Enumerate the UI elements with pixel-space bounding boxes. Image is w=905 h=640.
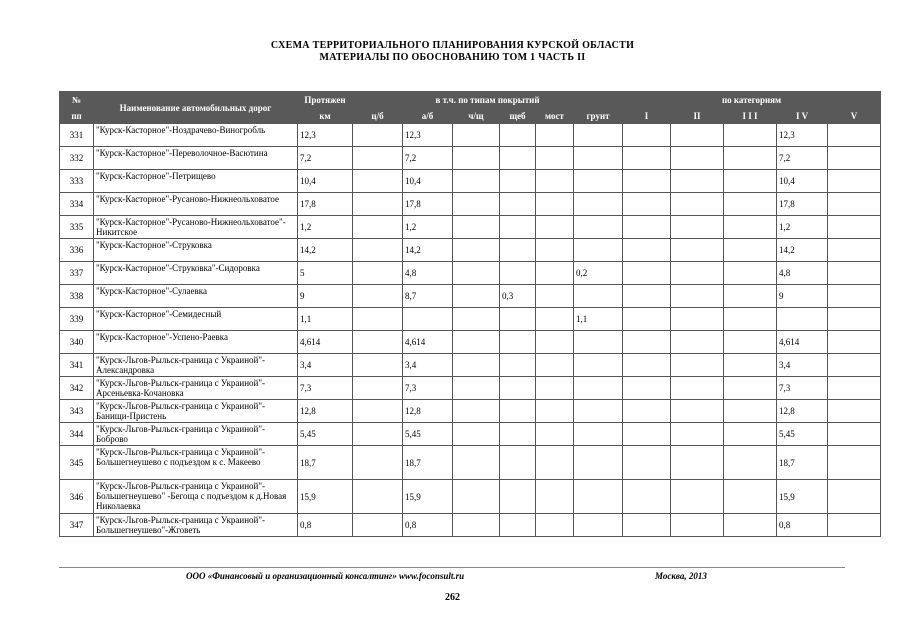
cell-c5: [828, 147, 881, 170]
cell-c4: 5,45: [777, 423, 828, 446]
cell-cb: [353, 400, 403, 423]
cell-km: 4,614: [298, 331, 353, 354]
cell-sheb: [500, 400, 536, 423]
table-row: [60, 446, 881, 480]
cell-c5: [828, 354, 881, 377]
cell-grunt: [574, 446, 623, 480]
cell-chsh: [453, 446, 500, 480]
cell-c5: [828, 239, 881, 262]
road-name-cell: "Курск-Льгов-Рыльск-граница с Украиной"-Арсеньевка-Кочановка: [94, 377, 298, 400]
road-name-cell: "Курск-Касторное"-Петрищево: [94, 170, 298, 193]
cell-c3: [724, 514, 777, 537]
cell-c2: [671, 193, 724, 216]
cell-c5: [828, 377, 881, 400]
cell-c3: [724, 423, 777, 446]
cell-chsh: [453, 170, 500, 193]
cell-most: [536, 514, 574, 537]
cell-ab: 12,3: [403, 124, 453, 147]
road-name-cell: "Курск-Касторное"-Струковка: [94, 239, 298, 262]
cell-ab: 4,8: [403, 262, 453, 285]
cell-sheb: [500, 239, 536, 262]
cell-c4: [777, 308, 828, 331]
cell-c3: [724, 193, 777, 216]
cell-c4: 1,2: [777, 216, 828, 239]
cell-cb: [353, 124, 403, 147]
cell-c2: [671, 262, 724, 285]
cell-grunt: [574, 480, 623, 514]
cell-most: [536, 262, 574, 285]
cell-c1: [623, 170, 671, 193]
cell-most: [536, 331, 574, 354]
cell-grunt: [574, 239, 623, 262]
page-number: 262: [445, 592, 460, 603]
cell-ab: 3,4: [403, 354, 453, 377]
cell-c5: [828, 331, 881, 354]
cell-most: [536, 400, 574, 423]
cell-cb: [353, 377, 403, 400]
road-name-cell: "Курск-Льгов-Рыльск-граница с Украиной"-Боброво: [94, 423, 298, 446]
cell-sheb: [500, 354, 536, 377]
cell-grunt: [574, 354, 623, 377]
cell-ab: 5,45: [403, 423, 453, 446]
road-name-cell: "Курск-Льгов-Рыльск-граница с Украиной"-Банищи-Пристень: [94, 400, 298, 423]
header-surface-most: мост: [536, 108, 574, 124]
row-number-cell: 333: [60, 170, 94, 193]
cell-c4: 12,8: [777, 400, 828, 423]
cell-c5: [828, 285, 881, 308]
cell-most: [536, 285, 574, 308]
cell-c5: [828, 216, 881, 239]
cell-cb: [353, 423, 403, 446]
cell-c2: [671, 354, 724, 377]
cell-c3: [724, 239, 777, 262]
cell-c4: 7,2: [777, 147, 828, 170]
cell-sheb: [500, 193, 536, 216]
cell-c3: [724, 354, 777, 377]
table-row: [60, 514, 881, 537]
table-body: [60, 124, 881, 537]
header-no: №: [60, 92, 94, 108]
cell-km: 9: [298, 285, 353, 308]
cell-c2: [671, 514, 724, 537]
table-row: [60, 147, 881, 170]
cell-cb: [353, 308, 403, 331]
cell-c2: [671, 480, 724, 514]
cell-c5: [828, 308, 881, 331]
road-name-cell: "Курск-Касторное"-Семидесный: [94, 308, 298, 331]
document-subtitle: МАТЕРИАЛЫ ПО ОБОСНОВАНИЮ ТОМ 1 ЧАСТЬ II: [319, 52, 586, 63]
header-cat-1: I: [623, 108, 671, 124]
cell-c5: [828, 423, 881, 446]
header-cat-2: II: [671, 108, 724, 124]
table-row: [60, 331, 881, 354]
cell-km: 14,2: [298, 239, 353, 262]
cell-ab: 14,2: [403, 239, 453, 262]
cell-grunt: [574, 377, 623, 400]
table-row: [60, 377, 881, 400]
road-name-cell: "Курск-Касторное"-Сулаевка: [94, 285, 298, 308]
cell-c1: [623, 285, 671, 308]
cell-c4: 18,7: [777, 446, 828, 480]
header-surface-cb: ц/б: [353, 108, 403, 124]
cell-c3: [724, 480, 777, 514]
cell-c3: [724, 147, 777, 170]
cell-km: 12,3: [298, 124, 353, 147]
header-categories-group: по категориям: [623, 92, 881, 108]
table-row: [60, 308, 881, 331]
cell-km: 5,45: [298, 423, 353, 446]
cell-cb: [353, 446, 403, 480]
cell-c3: [724, 216, 777, 239]
cell-ab: 1,2: [403, 216, 453, 239]
cell-chsh: [453, 124, 500, 147]
cell-ab: 4,614: [403, 331, 453, 354]
cell-sheb: [500, 377, 536, 400]
row-number-cell: 334: [60, 193, 94, 216]
cell-most: [536, 170, 574, 193]
cell-cb: [353, 193, 403, 216]
cell-c4: 17,8: [777, 193, 828, 216]
cell-grunt: [574, 124, 623, 147]
cell-chsh: [453, 193, 500, 216]
road-name-cell: "Курск-Касторное"-Ноздрачево-Виногробль: [94, 124, 298, 147]
cell-c1: [623, 308, 671, 331]
cell-c2: [671, 308, 724, 331]
cell-c1: [623, 480, 671, 514]
cell-grunt: [574, 216, 623, 239]
cell-cb: [353, 170, 403, 193]
row-number-cell: 347: [60, 514, 94, 537]
row-number-cell: 339: [60, 308, 94, 331]
header-surface-chsh: ч/щ: [453, 108, 500, 124]
cell-c4: 10,4: [777, 170, 828, 193]
header-cat-5: V: [828, 108, 881, 124]
cell-c1: [623, 423, 671, 446]
cell-grunt: [574, 514, 623, 537]
cell-chsh: [453, 423, 500, 446]
footer-city-year: Москва, 2013: [655, 571, 707, 581]
cell-most: [536, 354, 574, 377]
cell-c2: [671, 124, 724, 147]
cell-ab: 17,8: [403, 193, 453, 216]
table-row: [60, 423, 881, 446]
cell-km: 15,9: [298, 480, 353, 514]
cell-c5: [828, 400, 881, 423]
cell-c2: [671, 377, 724, 400]
row-number-cell: 340: [60, 331, 94, 354]
table-row: [60, 354, 881, 377]
cell-c2: [671, 331, 724, 354]
cell-chsh: [453, 377, 500, 400]
header-length: Протяжен: [298, 92, 353, 108]
cell-km: 1,2: [298, 216, 353, 239]
cell-c4: 14,2: [777, 239, 828, 262]
cell-grunt: [574, 147, 623, 170]
header-surface-ab: а/б: [403, 108, 453, 124]
cell-c3: [724, 446, 777, 480]
cell-km: 5: [298, 262, 353, 285]
cell-cb: [353, 331, 403, 354]
cell-c2: [671, 400, 724, 423]
row-number-cell: 338: [60, 285, 94, 308]
row-number-cell: 331: [60, 124, 94, 147]
cell-km: 17,8: [298, 193, 353, 216]
cell-grunt: [574, 331, 623, 354]
footer-company: ООО «Финансовый и организационный консалтинг» www.foconsult.ru: [186, 571, 465, 581]
cell-sheb: [500, 514, 536, 537]
cell-km: 7,2: [298, 147, 353, 170]
cell-sheb: [500, 308, 536, 331]
cell-chsh: [453, 285, 500, 308]
cell-c2: [671, 239, 724, 262]
row-number-cell: 337: [60, 262, 94, 285]
cell-c5: [828, 170, 881, 193]
header-surface-group: в т.ч. по типам покрытий: [353, 92, 623, 108]
footer-divider: [59, 567, 845, 568]
road-name-cell: "Курск-Касторное"-Переволочное-Васютина: [94, 147, 298, 170]
cell-cb: [353, 514, 403, 537]
cell-c4: 4,614: [777, 331, 828, 354]
cell-chsh: [453, 239, 500, 262]
cell-chsh: [453, 354, 500, 377]
cell-c2: [671, 285, 724, 308]
cell-c2: [671, 147, 724, 170]
table-row: [60, 170, 881, 193]
cell-c4: 0,8: [777, 514, 828, 537]
cell-cb: [353, 262, 403, 285]
cell-km: 0,8: [298, 514, 353, 537]
cell-c5: [828, 480, 881, 514]
table-row: [60, 124, 881, 147]
table-row: [60, 262, 881, 285]
cell-km: 3,4: [298, 354, 353, 377]
cell-c3: [724, 308, 777, 331]
cell-ab: 0,8: [403, 514, 453, 537]
cell-c2: [671, 423, 724, 446]
road-name-cell: "Курск-Льгов-Рыльск-граница с Украиной"-Большегнеушево" -Бегоща с подъездом к д.Новая Николаевка: [94, 480, 298, 514]
cell-cb: [353, 239, 403, 262]
road-name-cell: "Курск-Льгов-Рыльск-граница с Украиной"-Большегнеушево"-Жговеть: [94, 514, 298, 537]
road-name-cell: "Курск-Касторное"-Русаново-Нижнеольховатое"-Никитское: [94, 216, 298, 239]
cell-most: [536, 480, 574, 514]
cell-c3: [724, 285, 777, 308]
roads-table: [59, 91, 881, 537]
row-number-cell: 346: [60, 480, 94, 514]
cell-ab: [403, 308, 453, 331]
cell-c3: [724, 124, 777, 147]
header-surface-grunt: грунт: [574, 108, 623, 124]
table-row: [60, 285, 881, 308]
cell-sheb: [500, 423, 536, 446]
table-row: [60, 480, 881, 514]
cell-c1: [623, 446, 671, 480]
cell-km: 1,1: [298, 308, 353, 331]
cell-cb: [353, 480, 403, 514]
cell-sheb: [500, 147, 536, 170]
cell-km: 7,3: [298, 377, 353, 400]
cell-c5: [828, 124, 881, 147]
road-name-cell: "Курск-Льгов-Рыльск-граница с Украиной"-Большегнеушево с подъездом к с. Макеево: [94, 446, 298, 480]
header-no-sub: пп: [60, 108, 94, 124]
cell-c4: 12,3: [777, 124, 828, 147]
cell-c1: [623, 216, 671, 239]
cell-c3: [724, 331, 777, 354]
cell-c5: [828, 193, 881, 216]
cell-ab: 8,7: [403, 285, 453, 308]
cell-c1: [623, 400, 671, 423]
cell-most: [536, 446, 574, 480]
cell-ab: 15,9: [403, 480, 453, 514]
cell-km: 18,7: [298, 446, 353, 480]
table-row: [60, 216, 881, 239]
cell-chsh: [453, 308, 500, 331]
cell-sheb: [500, 331, 536, 354]
cell-grunt: [574, 193, 623, 216]
cell-c1: [623, 354, 671, 377]
cell-grunt: [574, 400, 623, 423]
table-row: [60, 193, 881, 216]
header-road-name: Наименование автомобильных дорог: [94, 92, 298, 124]
cell-c2: [671, 216, 724, 239]
row-number-cell: 336: [60, 239, 94, 262]
row-number-cell: 343: [60, 400, 94, 423]
cell-c5: [828, 262, 881, 285]
cell-c3: [724, 170, 777, 193]
cell-c2: [671, 446, 724, 480]
row-number-cell: 345: [60, 446, 94, 480]
cell-c3: [724, 377, 777, 400]
header-surface-sheb: щеб: [500, 108, 536, 124]
cell-sheb: [500, 124, 536, 147]
cell-grunt: [574, 285, 623, 308]
cell-c1: [623, 124, 671, 147]
cell-cb: [353, 285, 403, 308]
row-number-cell: 344: [60, 423, 94, 446]
cell-chsh: [453, 331, 500, 354]
cell-c2: [671, 170, 724, 193]
cell-c4: 7,3: [777, 377, 828, 400]
row-number-cell: 341: [60, 354, 94, 377]
cell-sheb: [500, 480, 536, 514]
cell-c1: [623, 239, 671, 262]
road-name-cell: "Курск-Касторное"-Русаново-Нижнеольховатое: [94, 193, 298, 216]
road-name-cell: "Курск-Касторное"-Успено-Раевка: [94, 331, 298, 354]
cell-c4: 15,9: [777, 480, 828, 514]
cell-ab: 12,8: [403, 400, 453, 423]
cell-grunt: 1,1: [574, 308, 623, 331]
cell-sheb: [500, 216, 536, 239]
cell-c1: [623, 262, 671, 285]
document-title: СХЕМА ТЕРРИТОРИАЛЬНОГО ПЛАНИРОВАНИЯ КУРСКОЙ ОБЛАСТИ: [270, 40, 635, 51]
cell-chsh: [453, 262, 500, 285]
cell-most: [536, 216, 574, 239]
cell-most: [536, 124, 574, 147]
road-name-cell: "Курск-Касторное"-Струковка"-Сидоровка: [94, 262, 298, 285]
cell-chsh: [453, 514, 500, 537]
row-number-cell: 342: [60, 377, 94, 400]
cell-ab: 7,3: [403, 377, 453, 400]
cell-chsh: [453, 480, 500, 514]
cell-cb: [353, 354, 403, 377]
cell-most: [536, 423, 574, 446]
cell-grunt: [574, 170, 623, 193]
cell-most: [536, 377, 574, 400]
cell-chsh: [453, 216, 500, 239]
cell-ab: 18,7: [403, 446, 453, 480]
cell-c1: [623, 331, 671, 354]
cell-cb: [353, 216, 403, 239]
cell-most: [536, 308, 574, 331]
cell-sheb: 0,3: [500, 285, 536, 308]
row-number-cell: 335: [60, 216, 94, 239]
cell-c5: [828, 514, 881, 537]
cell-c1: [623, 147, 671, 170]
row-number-cell: 332: [60, 147, 94, 170]
cell-c3: [724, 400, 777, 423]
cell-c4: 4,8: [777, 262, 828, 285]
cell-most: [536, 193, 574, 216]
cell-most: [536, 239, 574, 262]
cell-sheb: [500, 262, 536, 285]
header-length-unit: км: [298, 108, 353, 124]
cell-c1: [623, 514, 671, 537]
cell-c4: 3,4: [777, 354, 828, 377]
cell-c3: [724, 262, 777, 285]
cell-km: 10,4: [298, 170, 353, 193]
cell-chsh: [453, 147, 500, 170]
cell-c5: [828, 446, 881, 480]
cell-c1: [623, 377, 671, 400]
table-row: [60, 239, 881, 262]
header-cat-3: I I I: [724, 108, 777, 124]
cell-ab: 7,2: [403, 147, 453, 170]
cell-sheb: [500, 446, 536, 480]
road-name-cell: "Курск-Льгов-Рыльск-граница с Украиной"-Александровка: [94, 354, 298, 377]
cell-grunt: [574, 423, 623, 446]
header-cat-4: I V: [777, 108, 828, 124]
cell-cb: [353, 147, 403, 170]
cell-km: 12,8: [298, 400, 353, 423]
cell-sheb: [500, 170, 536, 193]
cell-ab: 10,4: [403, 170, 453, 193]
cell-c1: [623, 193, 671, 216]
cell-chsh: [453, 400, 500, 423]
cell-most: [536, 147, 574, 170]
cell-grunt: 0,2: [574, 262, 623, 285]
cell-c4: 9: [777, 285, 828, 308]
table-row: [60, 400, 881, 423]
